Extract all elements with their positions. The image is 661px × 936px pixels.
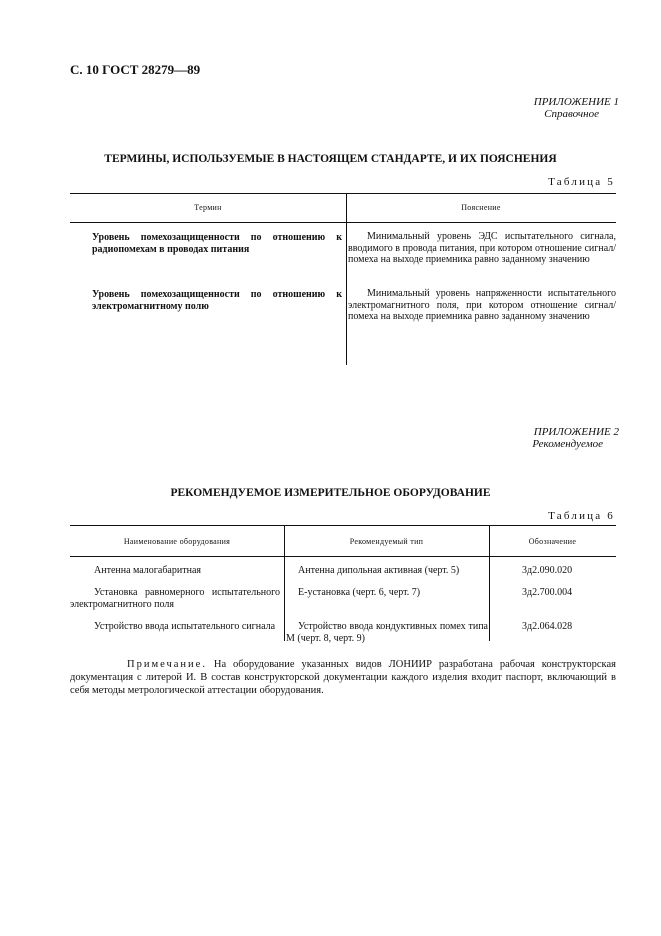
table-5-row-1-explanation: Минимальный уровень ЭДС испытательного сигнала, вводимого в провода питания, при котором отношение сигнал/помеха на выходе приемника равно заданному значению: [348, 231, 616, 265]
table-6-row-1-name: Антенна малогабаритная: [94, 565, 201, 576]
table-6-row-2-name: Установка равномерного испытательного электромагнитного поля: [70, 587, 280, 610]
section-1-heading: ТЕРМИНЫ, ИСПОЛЬЗУЕМЫЕ В НАСТОЯЩЕМ СТАНДАРТЕ, И ИХ ПОЯСНЕНИЯ: [104, 153, 557, 165]
note-text: На оборудование указанных видов ЛОНИИР разработана рабочая конструкторская документация с литерой И. В состав конструкторской документации каждого изделия входит паспорт, включающий в себя методы метрологической аттестации оборудования.: [70, 659, 616, 696]
page-header: С. 10 ГОСТ 28279—89: [70, 62, 201, 77]
table-6-header-code: Обозначение: [528, 537, 577, 546]
table-5-top-rule: [70, 193, 616, 194]
table-5-header-term: Термин: [194, 203, 222, 212]
table-6-row-1-code: 3д2.090.020: [522, 565, 573, 576]
appendix-1-title: ПРИЛОЖЕНИЕ 1: [533, 96, 619, 108]
table-5-row-1-term: Уровень помехозащищенности по отношению к радиопомехам в проводах питания: [92, 232, 342, 255]
table-5-column-divider: [346, 193, 347, 365]
appendix-2-title: ПРИЛОЖЕНИЕ 2: [533, 426, 619, 438]
table-6-top-rule: [70, 525, 616, 526]
table-6-row-3-type: Устройство ввода кондуктивных помех типа М (черт. 8, черт. 9): [286, 621, 488, 644]
appendix-2-status: Рекомендуемое: [532, 438, 603, 450]
table-6-row-2-code: 3д2.700.004: [522, 587, 573, 598]
section-2-heading: РЕКОМЕНДУЕМОЕ ИЗМЕРИТЕЛЬНОЕ ОБОРУДОВАНИЕ: [170, 487, 491, 499]
note-paragraph: [70, 658, 616, 697]
table-6-row-3-name: Устройство ввода испытательного сигнала: [94, 621, 276, 632]
appendix-2-block: [532, 426, 619, 450]
table-6-label: Таблица 6: [548, 510, 615, 522]
table-6-header-type: Рекомендуемый тип: [349, 537, 424, 546]
table-6-row-2-type: Е-установка (черт. 6, черт. 7): [298, 587, 421, 598]
table-5-header-rule: [70, 222, 616, 223]
table-6-row-1-type: Антенна дипольная активная (черт. 5): [298, 565, 460, 576]
table-6-header-rule: [70, 556, 616, 557]
table-6-header-name: Наименование оборудования: [123, 537, 231, 546]
table-5-row-2-explanation: Минимальный уровень напряженности испытательного электромагнитного поля, при котором отношение сигнал/помеха на выходе приемника равно заданному значению: [348, 288, 616, 322]
table-6-row-3-code: 3д2.064.028: [522, 621, 573, 632]
appendix-1-block: [534, 96, 619, 120]
note-label: Примечание.: [127, 659, 207, 670]
table-5-row-2-term: Уровень помехозащищенности по отношению к электромагнитному полю: [92, 289, 342, 312]
table-5-label: Таблица 5: [548, 176, 615, 188]
appendix-1-status: Справочное: [544, 108, 599, 120]
table-5-header-explanation: Пояснение: [461, 203, 501, 212]
